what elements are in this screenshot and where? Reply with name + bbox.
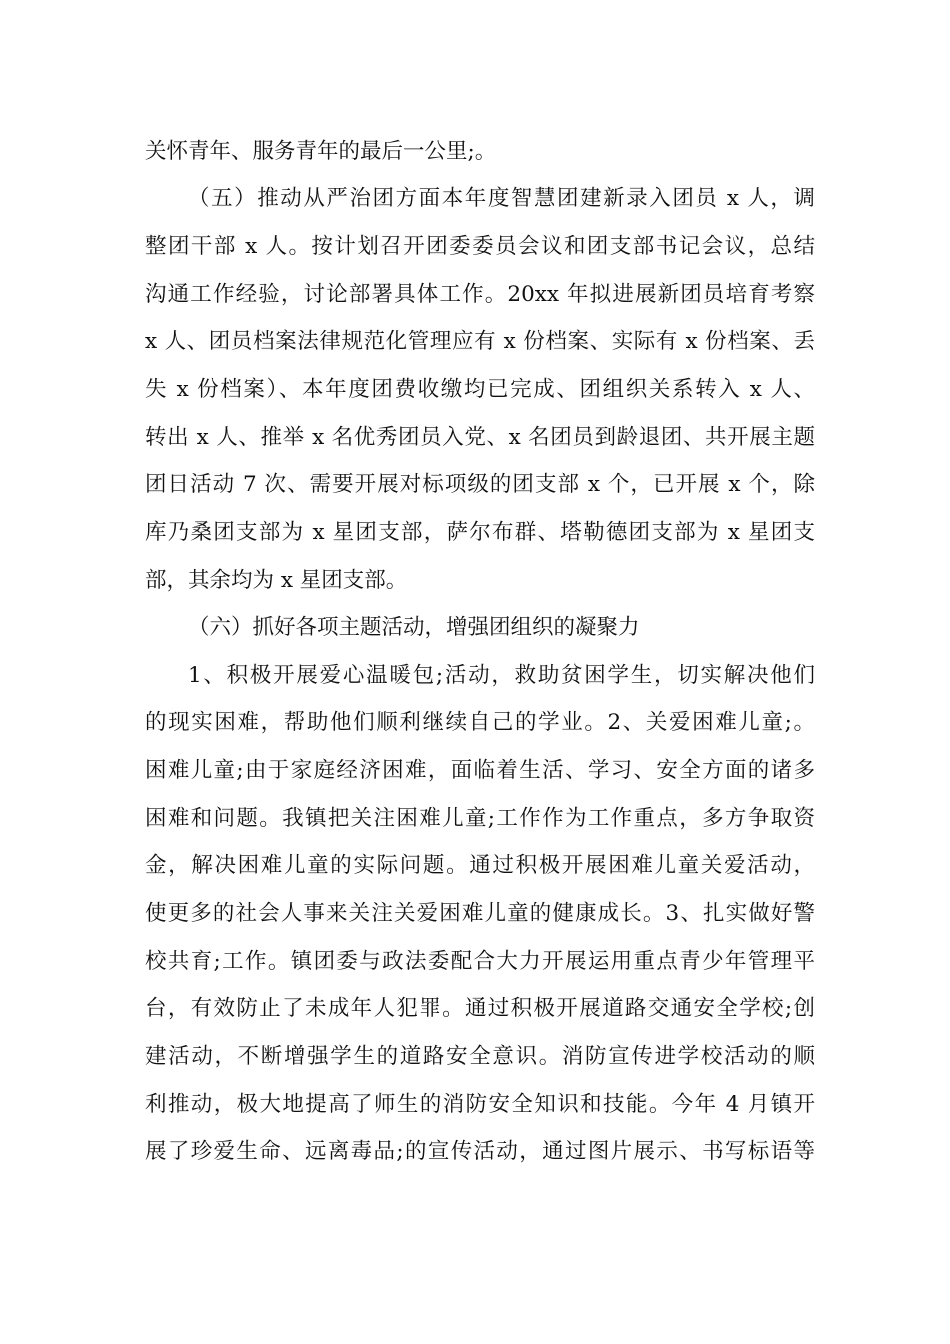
- text-line: （五）推动从严治团方面本年度智慧团建新录入团员 x 人，调: [188, 186, 815, 211]
- text-line: 的现实困难，帮助他们顺利继续自己的学业。2、关爱困难儿童;。: [145, 710, 815, 735]
- text-line: 困难儿童;由于家庭经济困难，面临着生活、学习、安全方面的诸多: [145, 758, 815, 783]
- text-line: 建活动，不断增强学生的道路安全意识。消防宣传进学校活动的顺: [145, 1044, 815, 1069]
- text-line: 困难和问题。我镇把关注困难儿童;工作作为工作重点，多方争取资: [145, 806, 815, 831]
- text-line: 1、积极开展爱心温暖包;活动，救助贫困学生，切实解决他们: [188, 663, 815, 688]
- text-line: 关怀青年、服务青年的最后一公里;。: [145, 139, 497, 164]
- text-line: 转出 x 人、推举 x 名优秀团员入党、x 名团员到龄退团、共开展主题: [145, 425, 815, 450]
- text-line: 整团干部 x 人。按计划召开团委委员会议和团支部书记会议，总结: [145, 234, 815, 259]
- text-line: 校共育;工作。镇团委与政法委配合大力开展运用重点青少年管理平: [145, 949, 815, 974]
- text-line: 金，解决困难儿童的实际问题。通过积极开展困难儿童关爱活动，: [145, 853, 815, 878]
- text-line: 利推动，极大地提高了师生的消防安全知识和技能。今年 4 月镇开: [145, 1092, 815, 1117]
- text-line: 失 x 份档案）、本年度团费收缴均已完成、团组织关系转入 x 人、: [145, 377, 815, 402]
- text-line: 团日活动 7 次、需要开展对标项级的团支部 x 个，已开展 x 个，除: [145, 472, 815, 497]
- text-line: 沟通工作经验，讨论部署具体工作。20xx 年拟进展新团员培育考察: [145, 282, 815, 307]
- text-line: 台，有效防止了未成年人犯罪。通过积极开展道路交通安全学校;创: [145, 996, 815, 1021]
- text-line: 库乃桑团支部为 x 星团支部，萨尔布群、塔勒德团支部为 x 星团支: [145, 520, 815, 545]
- text-line: 使更多的社会人事来关注关爱困难儿童的健康成长。3、扎实做好警: [145, 901, 815, 926]
- section-heading: （六）抓好各项主题活动，增强团组织的凝聚力: [188, 615, 640, 640]
- text-line: x 人、团员档案法律规范化管理应有 x 份档案、实际有 x 份档案、丢: [145, 329, 815, 354]
- text-line: 展了珍爱生命、远离毒品;的宣传活动，通过图片展示、书写标语等: [145, 1139, 815, 1164]
- text-line: 部，其余均为 x 星团支部。: [145, 568, 408, 593]
